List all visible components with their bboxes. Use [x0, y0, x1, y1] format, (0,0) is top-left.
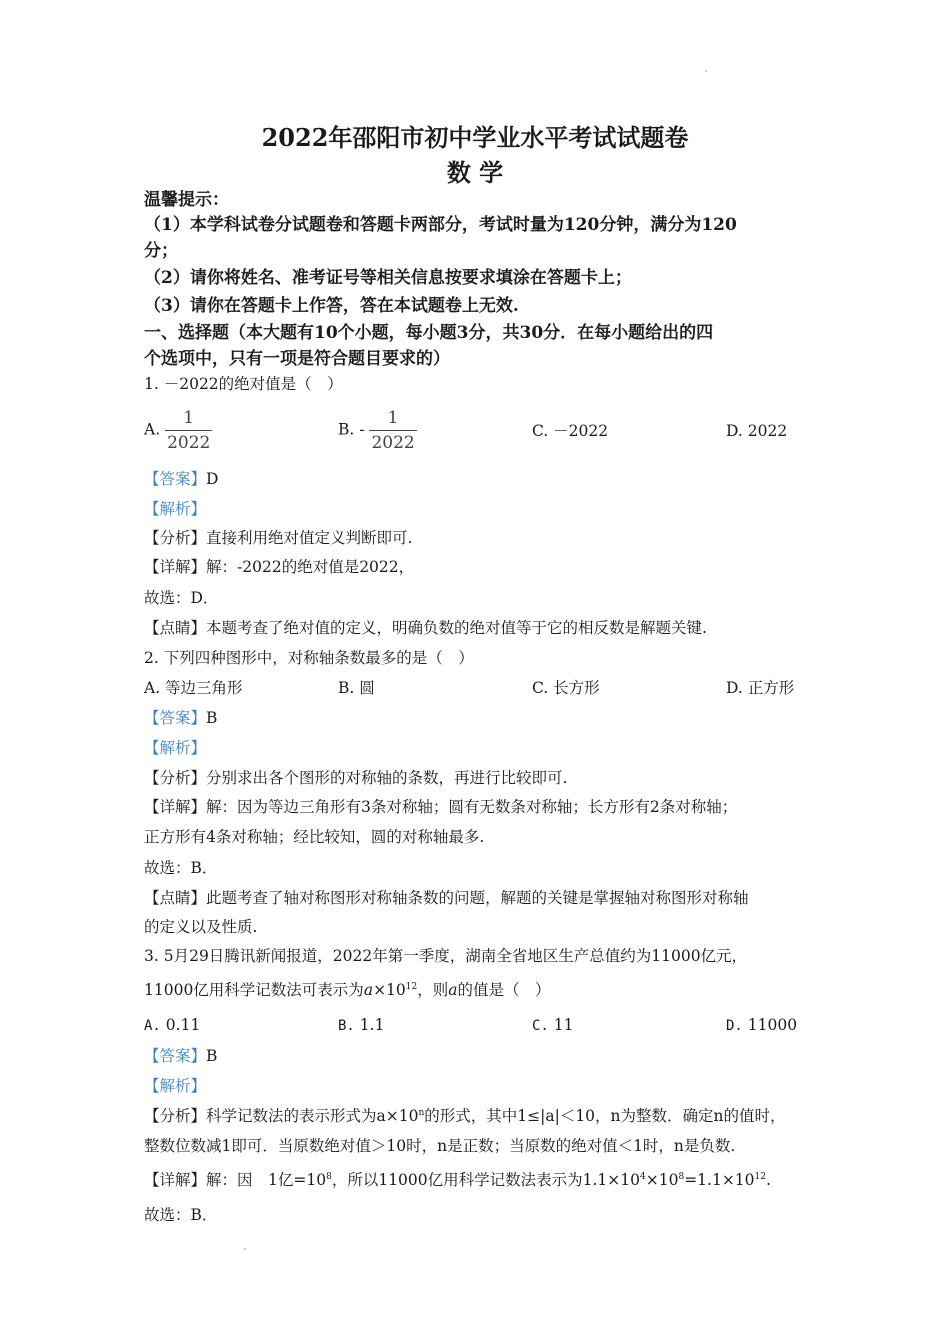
q3-analysis: [144, 1106, 786, 1126]
q3-stem-cont: [144, 980, 551, 1000]
text: 此题考查了轴对称图形对称轴条数的问题，解题的关键是掌握轴对称图形对称轴: [206, 889, 749, 907]
label: 【详解】: [144, 1171, 207, 1189]
text: 本题考查了绝对值的定义，明确负数的绝对值等于它的相反数是解题关键.: [206, 619, 707, 637]
q3-option-a: [144, 1015, 200, 1036]
label: 【详解】: [144, 798, 207, 816]
option-value: 0.11: [165, 1016, 201, 1034]
q1-choose: 故选：D．: [144, 589, 219, 607]
fraction: [369, 408, 416, 453]
q2-detail-cont: 正方形有4条对称轴；经比较知，圆的对称轴最多.: [144, 828, 485, 846]
exponent: 8: [678, 1171, 685, 1182]
q3-analysis-heading: [144, 1076, 206, 1096]
q3-stem: 3. 5月29日腾讯新闻报道，2022年第一季度，湖南全省地区生产总值约为11000亿元，: [144, 947, 748, 965]
analysis-tag: 【解析】: [144, 500, 207, 518]
option-letter: A.: [144, 1018, 161, 1034]
text: ，则: [417, 981, 449, 999]
exponent: 8: [326, 1171, 332, 1182]
notice-heading: 温馨提示：: [144, 190, 229, 210]
q2-option-c: C. 长方形: [532, 679, 600, 697]
notice-item-2: （2）请你将姓名、准考证号等相关信息按要求填涂在答题卡上；: [144, 268, 632, 288]
label: 【分析】: [144, 529, 207, 547]
q2-analysis: [144, 768, 567, 788]
text: 分别求出各个图形的对称轴的条数，再进行比较即可.: [206, 769, 568, 787]
denominator: 2022: [369, 430, 416, 453]
q1-analysis-heading: [144, 499, 206, 519]
text: ，所以11000亿用科学记数法表示为1.1×10: [331, 1171, 640, 1189]
text: ×10: [645, 1171, 679, 1189]
q2-option-a: A. 等边三角形: [144, 679, 243, 697]
q2-analysis-heading: [144, 738, 206, 758]
label: 【分析】: [144, 769, 207, 787]
option-letter: C.: [532, 1018, 549, 1034]
q1-answer: [144, 469, 218, 489]
minus-sign: -: [359, 420, 365, 439]
q1-option-d: D. 2022: [726, 422, 788, 440]
label: 【详解】: [144, 558, 207, 576]
option-letter: B.: [338, 420, 355, 439]
numerator: 1: [387, 408, 399, 428]
q1-option-b: [338, 408, 417, 453]
exam-subject: 数 学: [446, 158, 504, 187]
q1-option-c: C. －2022: [532, 422, 609, 440]
answer-tag: 【答案】: [144, 470, 207, 488]
exponent: n: [418, 1107, 425, 1118]
q1-detail: [144, 557, 414, 577]
notice-item-1-cont: 分；: [144, 241, 178, 261]
text: 11000亿用科学记数法可表示为: [144, 981, 364, 999]
q3-answer: [144, 1046, 217, 1066]
q3-option-b: [338, 1015, 384, 1036]
denominator: 2022: [165, 430, 212, 453]
notice-item-3: （3）请你在答题卡上作答，答在本试题卷上无效.: [144, 296, 519, 316]
numerator: 1: [183, 408, 195, 428]
analysis-tag: 【解析】: [144, 739, 207, 757]
answer-tag: 【答案】: [144, 709, 207, 727]
text: 解：因 1亿=10: [206, 1171, 327, 1189]
exam-title: 2022年邵阳市初中学业水平考试试题卷: [261, 123, 689, 152]
scan-dot: [244, 1248, 246, 1250]
q2-stem: 2. 下列四种图形中，对称轴条数最多的是（ ）: [144, 649, 474, 667]
option-value: 11: [553, 1016, 574, 1034]
text: 直接利用绝对值定义判断即可.: [206, 529, 413, 547]
text: 的值是（ ）: [457, 981, 551, 999]
label: 【点睛】: [144, 619, 207, 637]
label: 【分析】: [144, 1107, 207, 1125]
answer-value: B: [206, 1047, 218, 1065]
exponent: 12: [754, 1171, 766, 1182]
answer-value: B: [206, 709, 218, 727]
option-letter: D.: [726, 1018, 743, 1034]
text: =1.1×10: [684, 1171, 755, 1189]
q3-detail: [144, 1170, 771, 1190]
label: 【点睛】: [144, 889, 207, 907]
notice-item-1: （1）本学科试卷分试题卷和答题卡两部分，考试时量为120分钟，满分为120: [144, 215, 737, 235]
q2-answer: [144, 708, 217, 728]
q2-comment-cont: 的定义以及性质.: [144, 918, 258, 936]
q1-analysis: [144, 528, 412, 548]
text: 解：-2022的绝对值是2022，: [206, 558, 415, 576]
option-value: 1.1: [359, 1016, 385, 1034]
analysis-tag: 【解析】: [144, 1077, 207, 1095]
exponent: 12: [405, 981, 418, 992]
q2-option-b: B. 圆: [338, 679, 375, 697]
q2-choose: 故选：B．: [144, 859, 218, 877]
section-heading: 一、选择题（本大题有10个小题，每小题3分，共30分．在每小题给出的四: [144, 323, 714, 343]
q1-stem: 1. －2022的绝对值是（ ）: [144, 375, 343, 393]
text: 的形式，其中1≤|a|＜10，n为整数．确定n的值时，: [424, 1107, 786, 1125]
q3-option-c: [532, 1015, 574, 1036]
section-heading-cont: 个选项中，只有一项是符合题目要求的）: [144, 349, 450, 369]
text: 解：因为等边三角形有3条对称轴；圆有无数条对称轴；长方形有2条对称轴；: [206, 798, 738, 816]
q2-detail: [144, 797, 737, 817]
text: .: [766, 1171, 771, 1189]
scan-dot: [705, 70, 707, 72]
math-text: a×10: [376, 1107, 419, 1125]
math-text: ×10: [373, 981, 406, 999]
q2-option-d: D. 正方形: [726, 679, 795, 697]
exponent: 4: [640, 1171, 646, 1182]
q3-analysis-cont: 整数位数减1即可．当原数绝对值＞10时，n是正数；当原数的绝对值＜1时，n是负数.: [144, 1137, 736, 1155]
q1-comment: [144, 618, 707, 638]
answer-tag: 【答案】: [144, 1047, 207, 1065]
option-letter: A.: [144, 420, 161, 439]
option-value: 11000: [747, 1016, 798, 1034]
math-var: a: [448, 981, 458, 999]
answer-value: D: [206, 470, 219, 488]
q3-choose: 故选：B．: [144, 1206, 218, 1224]
math-var: a: [363, 981, 374, 999]
fraction: [165, 408, 212, 453]
option-letter: B.: [338, 1018, 355, 1034]
q3-option-d: [726, 1015, 797, 1036]
q1-option-a: [144, 408, 212, 453]
q2-comment: [144, 888, 749, 908]
text: 科学记数法的表示形式为: [206, 1107, 377, 1125]
